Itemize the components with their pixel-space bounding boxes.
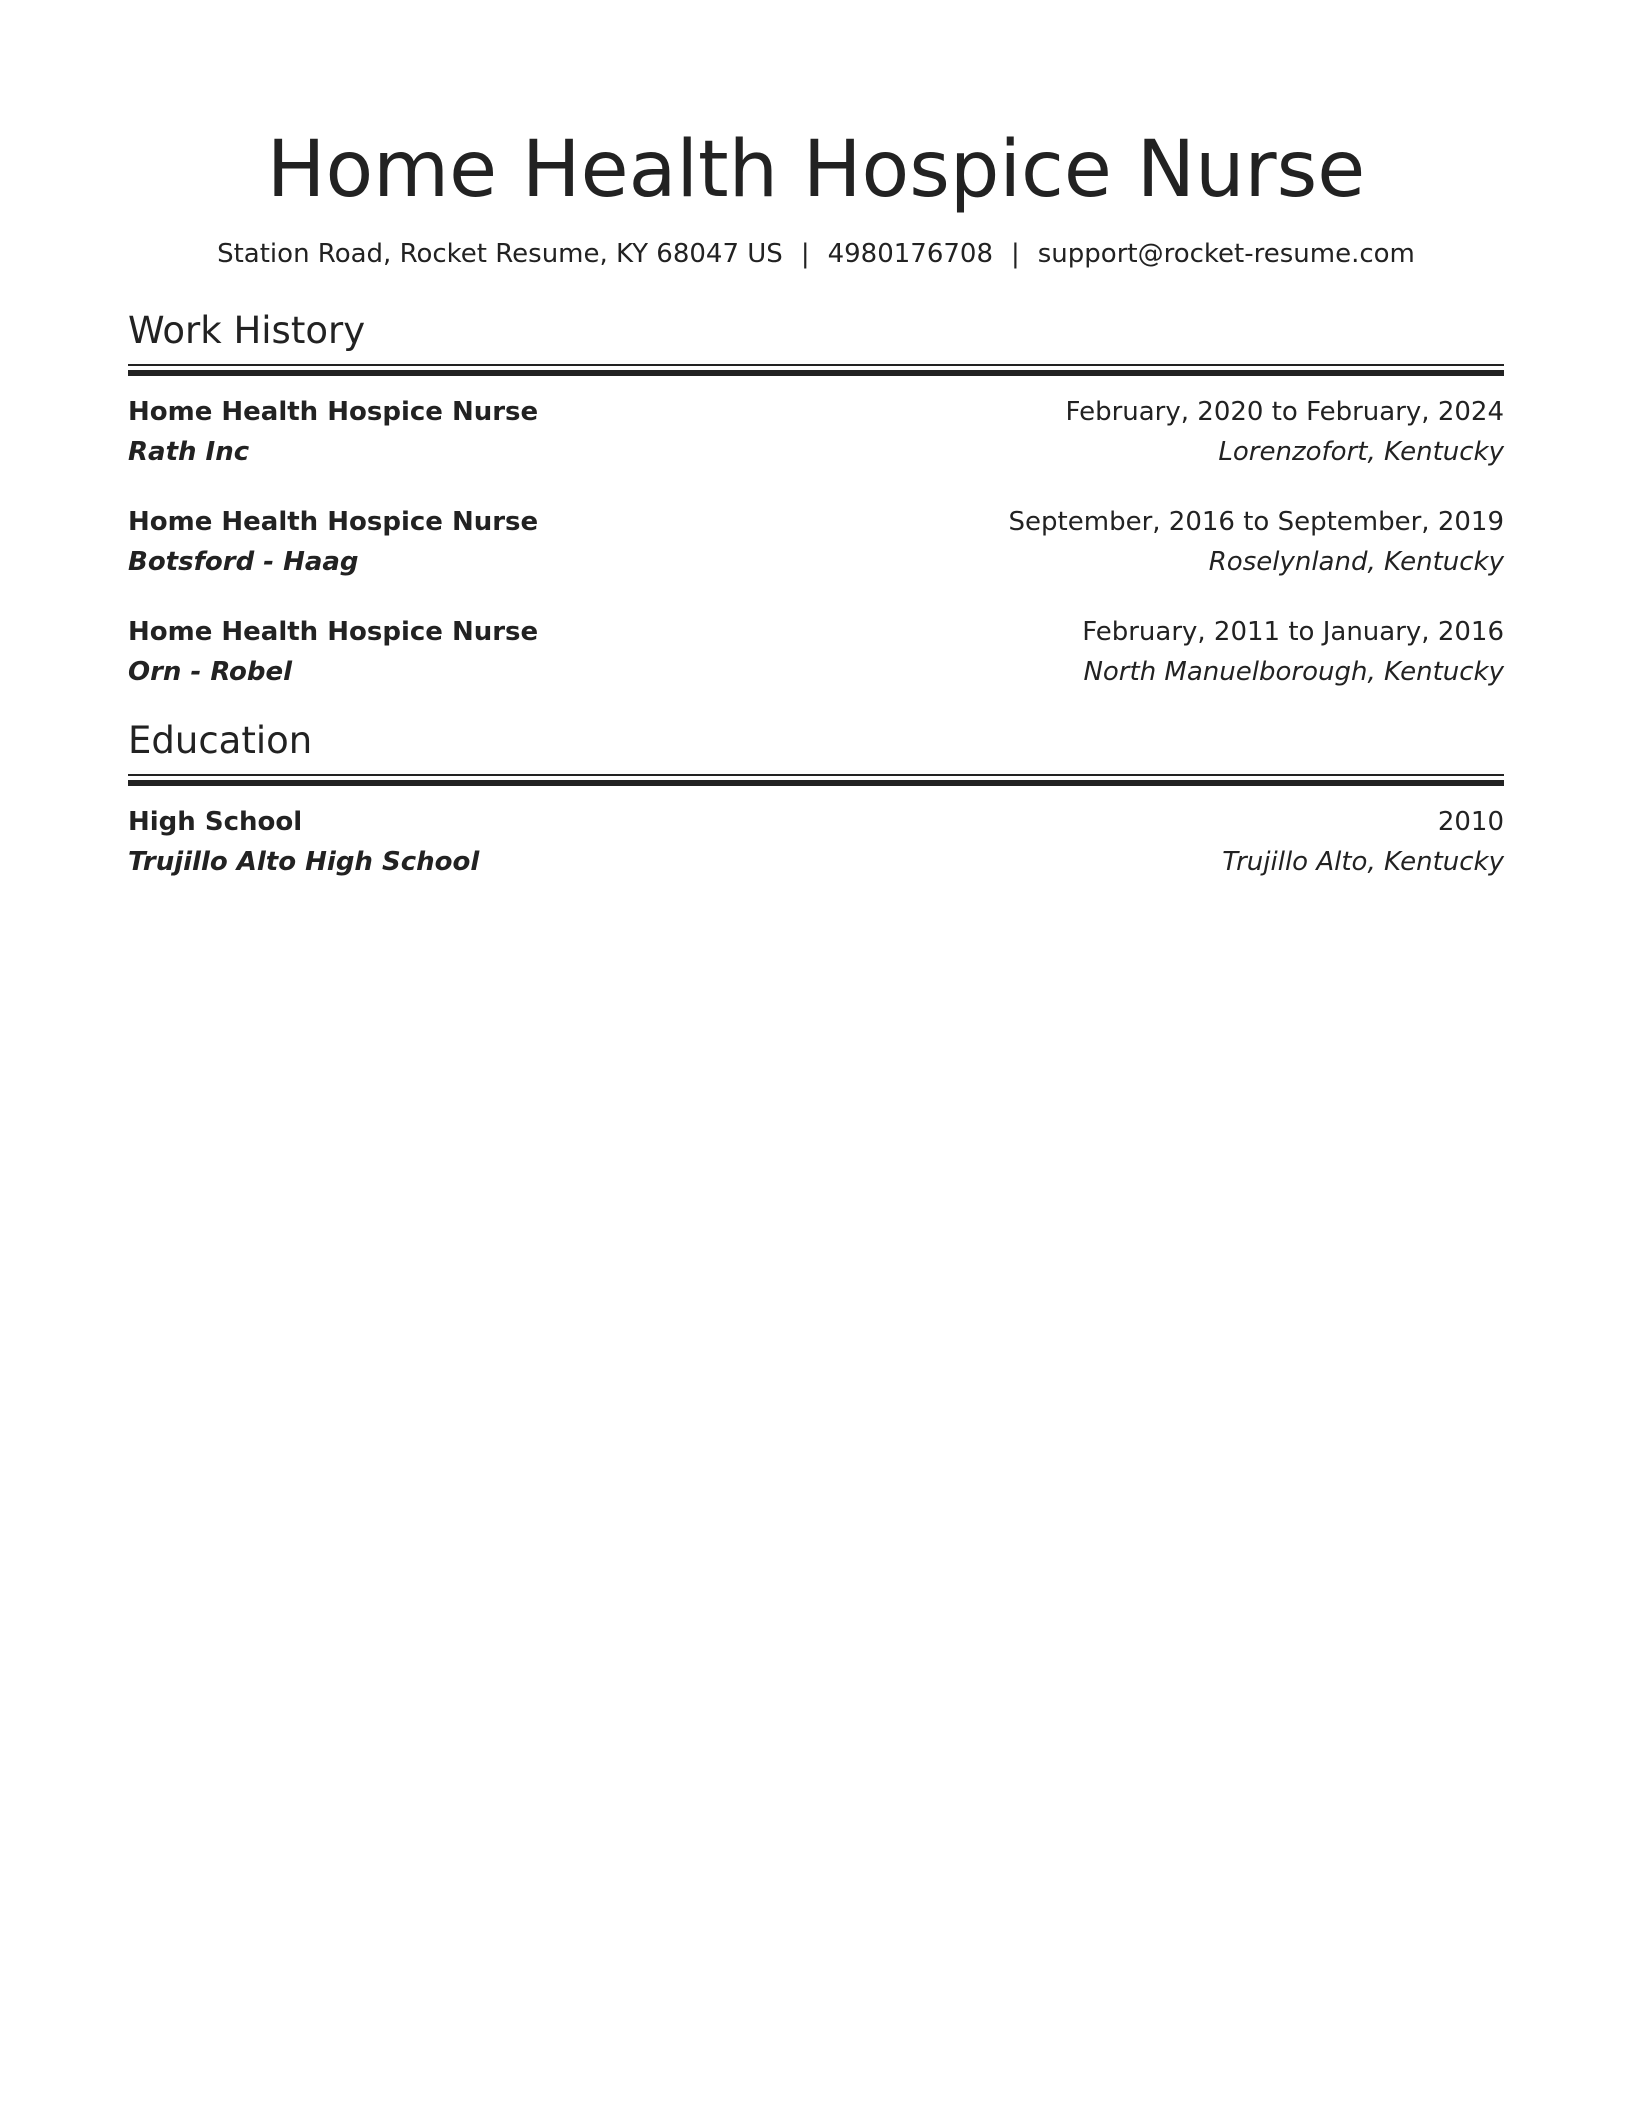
education-heading: Education	[128, 719, 313, 762]
job-title: Home Health Hospice Nurse	[128, 507, 539, 537]
work-history-heading: Work History	[128, 309, 366, 352]
work-entry	[128, 612, 1504, 692]
school-name: Trujillo Alto High School	[128, 847, 480, 877]
graduation-year: 2010	[1437, 807, 1504, 837]
work-entry	[128, 502, 1504, 582]
section-divider	[128, 774, 1504, 786]
contact-email: support@rocket-resume.com	[1037, 239, 1415, 269]
company-name: Rath Inc	[128, 437, 250, 467]
job-dates: September, 2016 to September, 2019	[1008, 507, 1504, 537]
work-history-section	[128, 308, 1504, 692]
section-divider	[128, 364, 1504, 376]
contact-address: Station Road, Rocket Resume, KY 68047 US	[217, 239, 783, 269]
job-dates: February, 2011 to January, 2016	[1082, 617, 1504, 647]
job-title: Home Health Hospice Nurse	[128, 617, 539, 647]
degree-name: High School	[128, 807, 303, 837]
school-location: Trujillo Alto, Kentucky	[1222, 847, 1504, 877]
contact-line	[128, 236, 1504, 272]
company-name: Botsford - Haag	[128, 547, 359, 577]
job-title: Home Health Hospice Nurse	[128, 397, 539, 427]
contact-separator: |	[800, 239, 810, 269]
education-entry	[128, 802, 1504, 882]
job-location: Roselynland, Kentucky	[1208, 547, 1504, 577]
job-location: Lorenzofort, Kentucky	[1218, 437, 1504, 467]
job-dates: February, 2020 to February, 2024	[1065, 397, 1504, 427]
resume-title: Home Health Hospice Nurse	[266, 125, 1366, 215]
work-entry	[128, 392, 1504, 472]
contact-phone: 4980176708	[827, 239, 993, 269]
job-location: North Manuelborough, Kentucky	[1083, 657, 1504, 687]
company-name: Orn - Robel	[128, 657, 293, 687]
education-section	[128, 718, 1504, 882]
contact-separator: |	[1011, 239, 1020, 269]
